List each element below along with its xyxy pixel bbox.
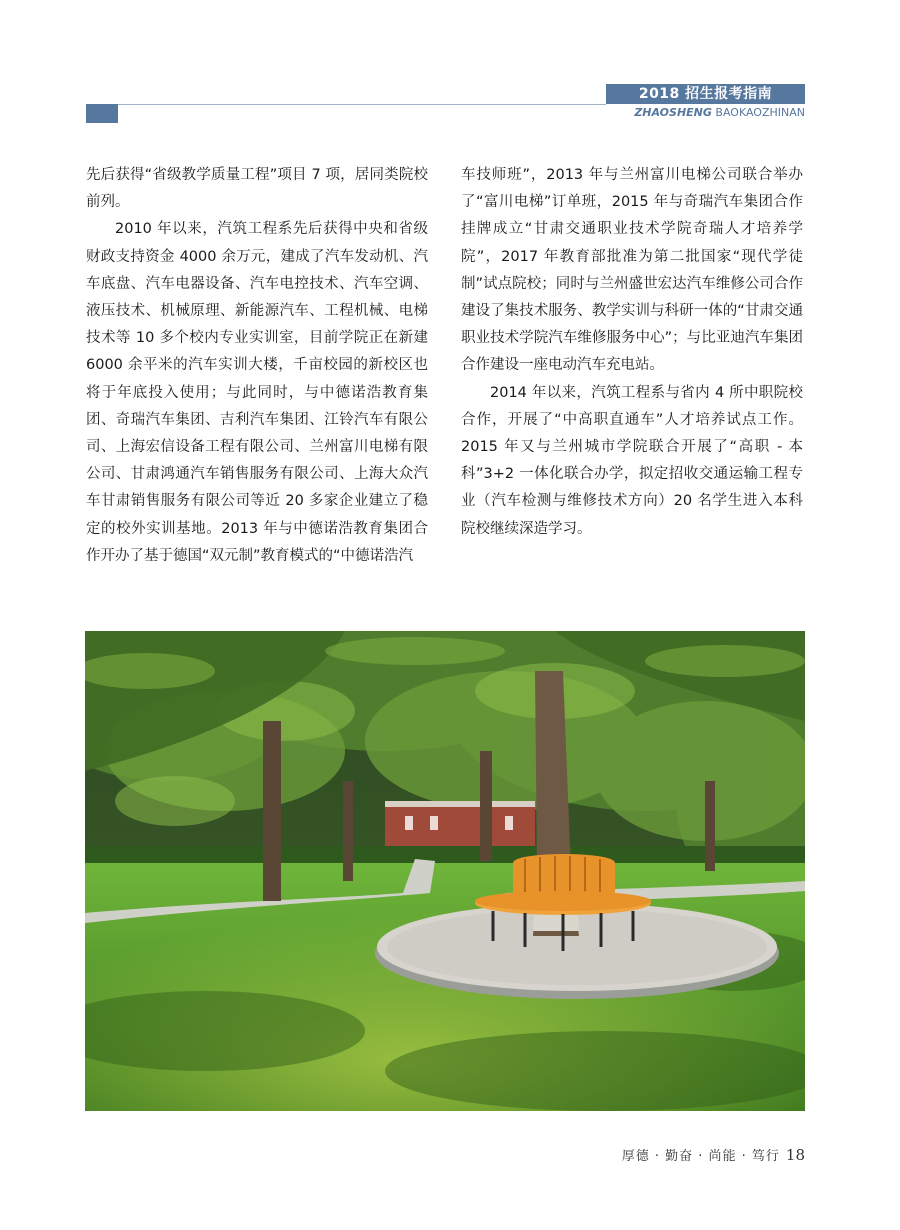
paragraph: 2010 年以来，汽筑工程系先后获得中央和省级财政支持资金 4000 余万元，建成了汽车发动机、汽车底盘、汽车电器设备、汽车电控技术、汽车空调、液压技术、机械原理、新能源汽车、工程机械、电梯技术等 10 多个校内专业实训室，目前学院正在新建 6000 余平米的汽车实训大楼，千亩校园的新校区也将于年底投入使用；与此同时，与中德诺浩教育集团、奇瑞汽车集团、吉利汽车集团、江铃汽车有限公司、上海宏信设备工程有限公司、兰州富川电梯有限公司、甘肃鸿通汽车销售服务有限公司、上海大众汽车甘肃销售服务有限公司等近 20 多家企业建立了稳定的校外实训基地。2013 年与中德诺浩教育集团合作开办了基于德国“双元制”教育模式的“中德诺浩汽	[86, 221, 428, 564]
header-rule	[118, 104, 606, 105]
header-subtitle-bold: ZHAOSHENG	[634, 106, 712, 119]
header-subtitle-light: BAOKAOZHINAN	[715, 106, 805, 119]
paragraph: 2014 年以来，汽筑工程系与省内 4 所中职院校合作，开展了“中高职直通车”人才培养试点工作。2015 年又与兰州城市学院联合开展了“高职 - 本科”3+2 一体化联合办学，拟定招收交通运输工程专业（汽车检测与维修技术方向）20 名学生进入本科院校继续深造学习。	[461, 384, 803, 537]
footer-motto: 厚德 · 勤奋 · 尚能 · 笃行	[621, 1149, 780, 1164]
page-footer	[622, 1146, 805, 1166]
paragraph: 车技师班”，2013 年与兰州富川电梯公司联合举办了“富川电梯”订单班，2015 年与奇瑞汽车集团合作挂牌成立“甘肃交通职业技术学院奇瑞人才培养学院”，2017 年教育部批准为第二批国家“现代学徒制”试点院校；同时与兰州盛世宏达汽车维修公司合作建设了集技术服务、教学实训与科研一体的“甘肃交通职业技术学院汽车维修服务中心”；与比亚迪汽车集团合作建设一座电动汽车充电站。	[461, 167, 803, 374]
header-accent-block	[86, 104, 118, 123]
campus-garden-photo	[85, 631, 805, 1111]
header-title: 2018 招生报考指南	[606, 84, 805, 104]
paragraph: 先后获得“省级教学质量工程”项目 7 项，居同类院校前列。	[86, 167, 428, 211]
text-column-right	[461, 162, 803, 543]
header-subtitle	[606, 106, 805, 120]
page-number: 18	[785, 1146, 805, 1164]
text-column-left	[86, 162, 428, 570]
